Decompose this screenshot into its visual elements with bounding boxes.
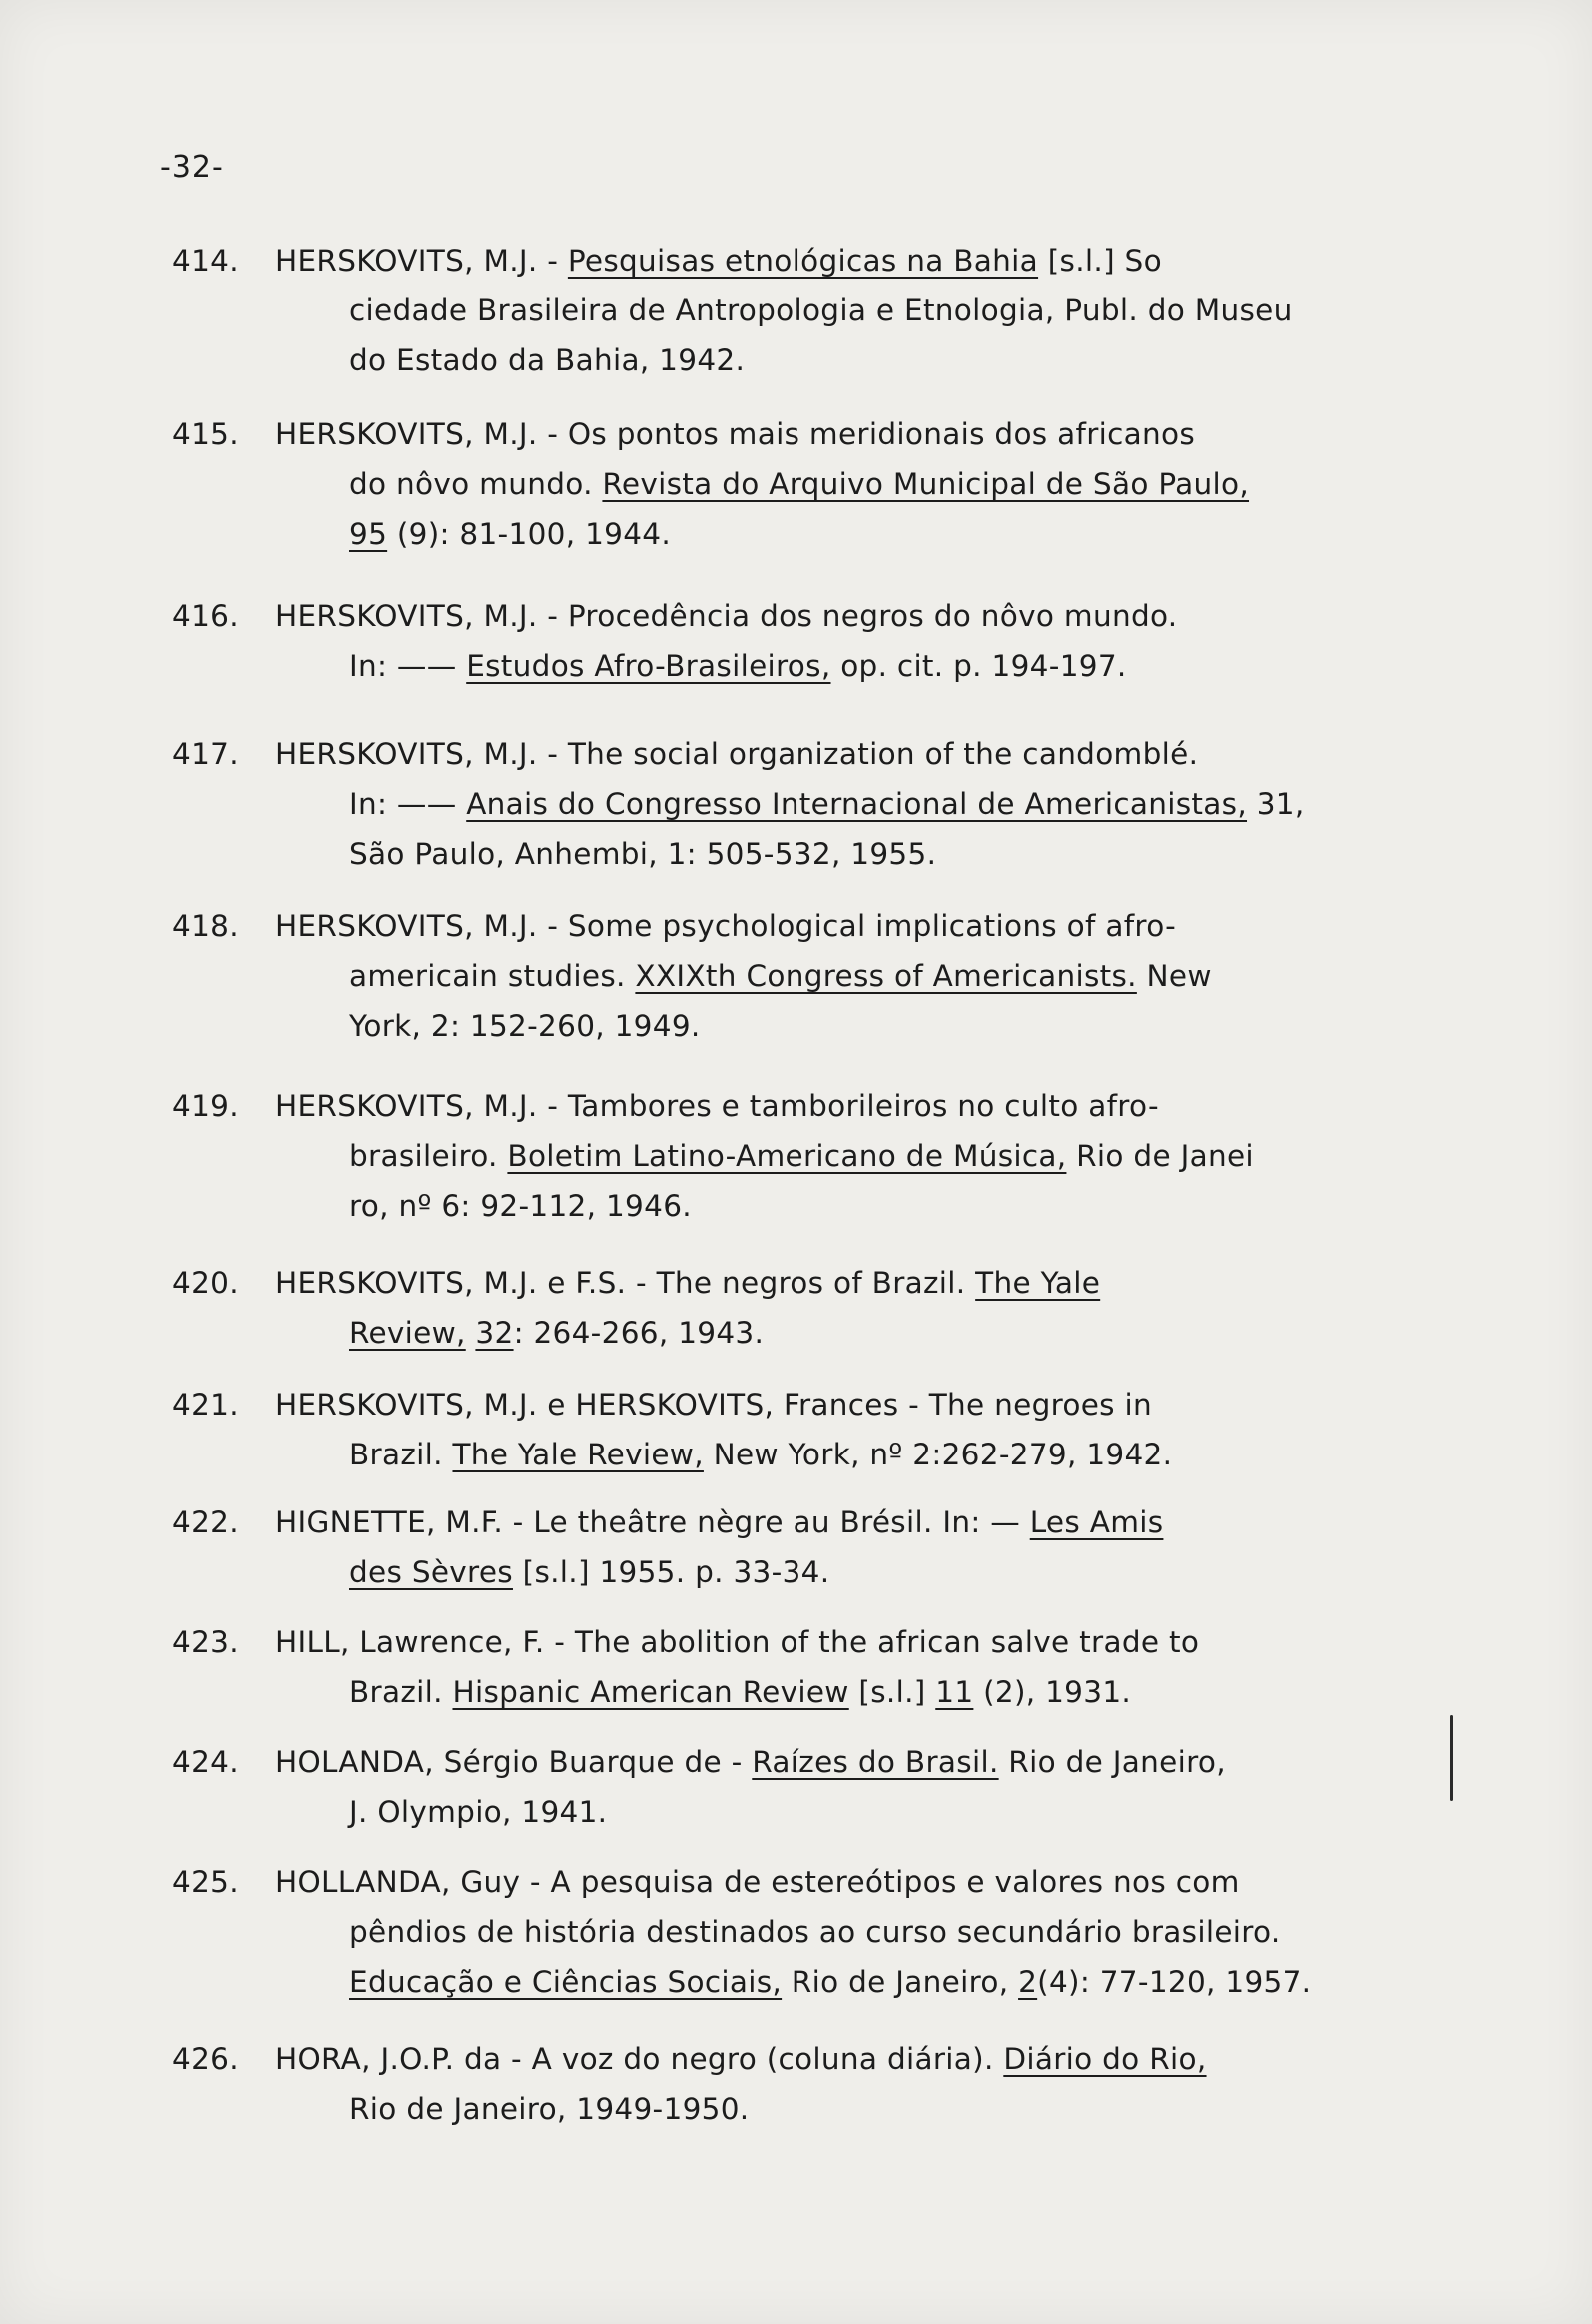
- text-segment: Brazil.: [349, 1438, 453, 1471]
- text-segment: americain studies.: [349, 959, 636, 993]
- entry-line: [349, 829, 936, 878]
- text-segment: New: [1136, 959, 1212, 993]
- text-segment: (4): 77-120, 1957.: [1037, 1965, 1312, 1999]
- underlined-title: Boletim Latino-Americano de Música,: [507, 1139, 1067, 1173]
- text-segment: ro, nº 6: 92-112, 1946.: [349, 1189, 692, 1223]
- entry-number: 414.: [172, 244, 239, 278]
- entry-line: [349, 779, 1305, 829]
- entry-line: [275, 236, 1162, 286]
- text-segment: HERSKOVITS, M.J. - Tambores e tamborileiros no culto afro-: [275, 1089, 1159, 1123]
- text-segment: HORA, J.O.P. da - A voz do negro (coluna diária).: [275, 2042, 1004, 2076]
- entry-number: 422.: [172, 1505, 239, 1539]
- entry-line: [349, 1957, 1311, 2007]
- entry-line: [349, 1547, 829, 1597]
- text-segment: São Paulo, Anhembi, 1: 505-532, 1955.: [349, 837, 937, 871]
- text-segment: (2), 1931.: [973, 1675, 1132, 1709]
- entry-line: [275, 1380, 1152, 1430]
- entry-line: [349, 1308, 764, 1358]
- page-number: -32-: [160, 150, 224, 185]
- entry-line: [349, 335, 745, 385]
- underlined-title: Revista do Arquivo Municipal de São Paulo,: [602, 467, 1250, 501]
- entry-line: [349, 1667, 1131, 1717]
- entry-line: [349, 1001, 701, 1051]
- underlined-title: Review,: [349, 1316, 466, 1350]
- text-segment: HERSKOVITS, M.J. -: [275, 244, 568, 278]
- text-segment: Rio de Janei: [1066, 1139, 1254, 1173]
- margin-pen-mark: [1450, 1715, 1453, 1801]
- entry-number: 426.: [172, 2042, 239, 2076]
- entry-line: [275, 901, 1176, 951]
- underlined-title: The Yale: [975, 1266, 1101, 1300]
- entry-line: [349, 641, 1127, 691]
- underlined-title: 95: [349, 517, 388, 551]
- underlined-title: Hispanic American Review: [452, 1675, 849, 1709]
- entry-line: [349, 509, 671, 559]
- entry-line: [349, 1181, 692, 1231]
- underlined-title: 2: [1018, 1965, 1038, 1999]
- text-segment: 31,: [1247, 787, 1305, 821]
- text-segment: HERSKOVITS, M.J. - The social organization of the candomblé.: [275, 737, 1199, 771]
- text-segment: Rio de Janeiro,: [782, 1965, 1019, 1999]
- underlined-title: Les Amis: [1029, 1505, 1164, 1539]
- entry-number: 417.: [172, 737, 239, 771]
- text-segment: op. cit. p. 194-197.: [830, 649, 1127, 683]
- text-segment: HIGNETTE, M.F. - Le theâtre nègre au Brésil. In: —: [275, 1505, 1030, 1539]
- entry-number: 421.: [172, 1388, 239, 1422]
- text-segment: do nôvo mundo.: [349, 467, 603, 501]
- text-segment: Brazil.: [349, 1675, 453, 1709]
- underlined-title: Estudos Afro-Brasileiros,: [466, 649, 831, 683]
- text-segment: HERSKOVITS, M.J. - Os pontos mais meridionais dos africanos: [275, 417, 1196, 451]
- entry-line: [275, 1497, 1163, 1547]
- text-segment: HERSKOVITS, M.J. e F.S. - The negros of Brazil.: [275, 1266, 976, 1300]
- underlined-title: Educação e Ciências Sociais,: [349, 1965, 783, 1999]
- text-segment: [s.l.] So: [1038, 244, 1162, 278]
- entry-line: [349, 1131, 1254, 1181]
- text-segment: [s.l.]: [848, 1675, 936, 1709]
- entry-number: 416.: [172, 599, 239, 633]
- entry-number: 415.: [172, 417, 239, 451]
- entry-line: [275, 1258, 1100, 1308]
- text-segment: Rio de Janeiro,: [998, 1745, 1226, 1779]
- entry-number: 424.: [172, 1745, 239, 1779]
- entry-line: [349, 1430, 1172, 1479]
- entry-line: [349, 459, 1249, 509]
- text-segment: pêndios de história destinados ao curso secundário brasileiro.: [349, 1915, 1281, 1949]
- text-segment: brasileiro.: [349, 1139, 508, 1173]
- entry-line: [275, 1737, 1226, 1787]
- entry-number: 425.: [172, 1865, 239, 1899]
- entry-number: 418.: [172, 909, 239, 943]
- text-segment: (9): 81-100, 1944.: [387, 517, 672, 551]
- text-segment: HOLANDA, Sérgio Buarque de -: [275, 1745, 753, 1779]
- text-segment: HERSKOVITS, M.J. - Procedência dos negros do nôvo mundo.: [275, 599, 1178, 633]
- underlined-title: XXIXth Congress of Americanists.: [635, 959, 1137, 993]
- text-segment: J. Olympio, 1941.: [349, 1795, 608, 1829]
- text-segment: York, 2: 152-260, 1949.: [349, 1009, 701, 1043]
- underlined-title: Pesquisas etnológicas na Bahia: [567, 244, 1039, 278]
- entry-line: [349, 286, 1293, 335]
- underlined-title: Raízes do Brasil.: [752, 1745, 999, 1779]
- text-segment: In: ——: [349, 787, 467, 821]
- underlined-title: 32: [475, 1316, 514, 1350]
- underlined-title: 11: [935, 1675, 974, 1709]
- text-segment: ciedade Brasileira de Antropologia e Etnologia, Publ. do Museu: [349, 293, 1293, 327]
- entry-line: [275, 1857, 1240, 1907]
- text-segment: do Estado da Bahia, 1942.: [349, 343, 746, 377]
- entry-line: [349, 2084, 749, 2134]
- entry-number: 423.: [172, 1625, 239, 1659]
- text-segment: New York, nº 2:262-279, 1942.: [703, 1438, 1173, 1471]
- entry-line: [349, 1907, 1281, 1957]
- text-segment: HERSKOVITS, M.J. e HERSKOVITS, Frances - The negroes in: [275, 1388, 1153, 1422]
- underlined-title: Anais do Congresso Internacional de Americanistas,: [466, 787, 1248, 821]
- text-segment: HOLLANDA, Guy - A pesquisa de estereótipos e valores nos com: [275, 1865, 1240, 1899]
- text-segment: HILL, Lawrence, F. - The abolition of the african salve trade to: [275, 1625, 1200, 1659]
- text-segment: Rio de Janeiro, 1949-1950.: [349, 2092, 750, 2126]
- entry-line: [275, 1617, 1199, 1667]
- underlined-title: Diário do Rio,: [1003, 2042, 1207, 2076]
- underlined-title: The Yale Review,: [452, 1438, 704, 1471]
- entry-number: 419.: [172, 1089, 239, 1123]
- text-segment: [466, 1316, 476, 1350]
- text-segment: HERSKOVITS, M.J. - Some psychological implications of afro-: [275, 909, 1177, 943]
- underlined-title: des Sèvres: [349, 1555, 513, 1589]
- text-segment: In: ——: [349, 649, 467, 683]
- entry-line: [349, 951, 1212, 1001]
- entry-line: [275, 1081, 1159, 1131]
- entry-number: 420.: [172, 1266, 239, 1300]
- text-segment: [s.l.] 1955. p. 33-34.: [512, 1555, 830, 1589]
- text-segment: : 264-266, 1943.: [513, 1316, 765, 1350]
- entry-line: [349, 1787, 607, 1837]
- entry-line: [275, 591, 1178, 641]
- entry-line: [275, 2034, 1207, 2084]
- entry-line: [275, 729, 1198, 779]
- entry-line: [275, 409, 1195, 459]
